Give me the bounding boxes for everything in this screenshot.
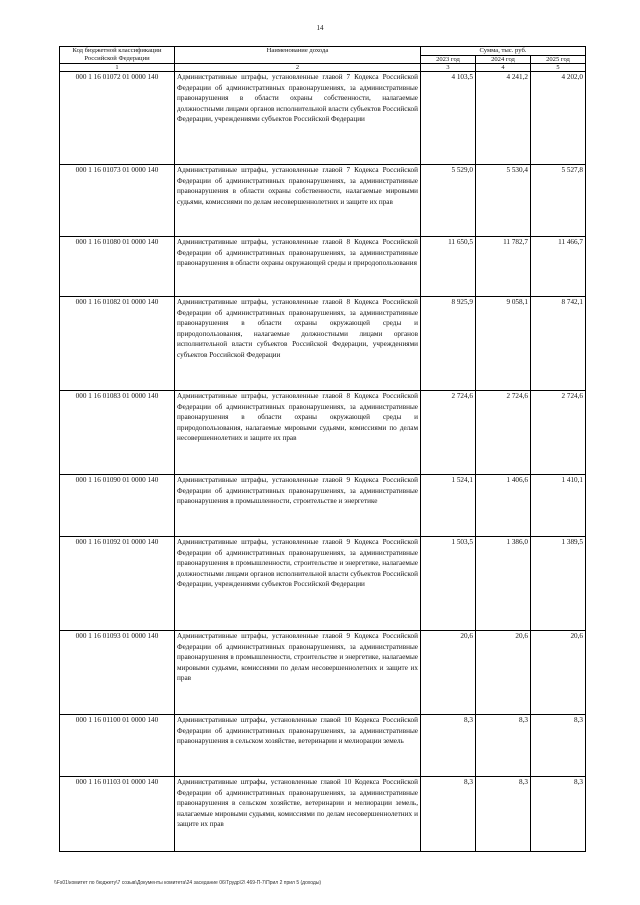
table-row bbox=[60, 777, 586, 852]
row-value-2023: 11 650,5 bbox=[421, 237, 476, 297]
row-value-2025: 20,6 bbox=[531, 631, 586, 715]
row-name: Административные штрафы, установленные главой 10 Кодекса Российской Федерации об административных правонарушениях, за административные правонарушения в сельском хозяйстве, ветеринарии и мелиорации земель bbox=[175, 715, 421, 777]
row-value-2025: 8,3 bbox=[531, 715, 586, 777]
row-value-2023: 4 103,5 bbox=[421, 72, 476, 165]
table-row bbox=[60, 715, 586, 777]
row-code: 000 1 16 01103 01 0000 140 bbox=[60, 777, 175, 852]
page-number: 14 bbox=[316, 24, 324, 32]
row-name: Административные штрафы, установленные главой 9 Кодекса Российской Федерации об административных правонарушениях, за административные правонарушения в промышленности, строительстве и энергетике, налагаемые должностными лицами органов исполнительной власти субъектов Российской Федерации, учреждениями субъектов Российской Федерации bbox=[175, 537, 421, 631]
header-year-2023: 2023 год bbox=[421, 55, 476, 64]
row-value-2024: 20,6 bbox=[476, 631, 531, 715]
row-value-2024: 5 530,4 bbox=[476, 165, 531, 237]
row-value-2024: 11 782,7 bbox=[476, 237, 531, 297]
row-value-2023: 8,3 bbox=[421, 777, 476, 852]
row-name: Административные штрафы, установленные главой 7 Кодекса Российской Федерации об административных правонарушениях, за административные правонарушения в области охраны собственности, налагаемые должностными лицами органов исполнительной власти субъектов Российской Федерации, учреждениями субъектов Российской Федерации bbox=[175, 72, 421, 165]
row-code: 000 1 16 01083 01 0000 140 bbox=[60, 391, 175, 475]
row-value-2023: 20,6 bbox=[421, 631, 476, 715]
row-value-2025: 8 742,1 bbox=[531, 297, 586, 391]
table-row bbox=[60, 475, 586, 537]
row-value-2024: 8,3 bbox=[476, 715, 531, 777]
row-value-2025: 8,3 bbox=[531, 777, 586, 852]
row-value-2025: 5 527,8 bbox=[531, 165, 586, 237]
column-number-2: 2 bbox=[175, 64, 421, 72]
header-code: Код бюджетной классификации Российской Федерации bbox=[60, 47, 175, 64]
row-value-2023: 8,3 bbox=[421, 715, 476, 777]
revenue-table bbox=[59, 46, 586, 852]
row-value-2023: 8 925,9 bbox=[421, 297, 476, 391]
row-value-2024: 2 724,6 bbox=[476, 391, 531, 475]
row-value-2023: 1 524,1 bbox=[421, 475, 476, 537]
table-row bbox=[60, 165, 586, 237]
row-value-2025: 1 389,5 bbox=[531, 537, 586, 631]
row-value-2024: 1 386,0 bbox=[476, 537, 531, 631]
file-path-footer: \\Fs01\комитет по бюджету\7 созыв\Документы комитета\24 заседание 06\Трудр\2\ 469-П-7\Прил 2 прил 5 (доходы) bbox=[54, 880, 322, 886]
column-number-4: 4 bbox=[476, 64, 531, 72]
header-name: Наименование дохода bbox=[175, 47, 421, 64]
table-row bbox=[60, 237, 586, 297]
column-number-1: 1 bbox=[60, 64, 175, 72]
row-value-2025: 1 410,1 bbox=[531, 475, 586, 537]
row-code: 000 1 16 01092 01 0000 140 bbox=[60, 537, 175, 631]
row-value-2025: 11 466,7 bbox=[531, 237, 586, 297]
row-value-2024: 8,3 bbox=[476, 777, 531, 852]
header-year-2024: 2024 год bbox=[476, 55, 531, 64]
row-value-2023: 1 503,5 bbox=[421, 537, 476, 631]
row-name: Административные штрафы, установленные главой 10 Кодекса Российской Федерации об административных правонарушениях, за административные правонарушения в сельском хозяйстве, ветеринарии и мелиорации земель, налагаемые мировыми судьями, комиссиями по делам несовершеннолетних и защите их прав bbox=[175, 777, 421, 852]
row-name: Административные штрафы, установленные главой 9 Кодекса Российской Федерации об административных правонарушениях, за административные правонарушения в промышленности, строительстве и энергетике bbox=[175, 475, 421, 537]
row-name: Административные штрафы, установленные главой 8 Кодекса Российской Федерации об административных правонарушениях, за административные правонарушения в области охраны окружающей среды и природопользования bbox=[175, 237, 421, 297]
row-name: Административные штрафы, установленные главой 8 Кодекса Российской Федерации об административных правонарушениях, за административные правонарушения в области охраны окружающей среды и природопользования, налагаемые должностными лицами органов исполнительной власти субъектов Российской Федерации, учреждениями субъектов Российской Федерации bbox=[175, 297, 421, 391]
table-row bbox=[60, 537, 586, 631]
row-name: Административные штрафы, установленные главой 9 Кодекса Российской Федерации об административных правонарушениях, за административные правонарушения в промышленности, строительстве и энергетике, налагаемые мировыми судьями, комиссиями по делам несовершеннолетних и защите их прав bbox=[175, 631, 421, 715]
table-row bbox=[60, 631, 586, 715]
row-code: 000 1 16 01090 01 0000 140 bbox=[60, 475, 175, 537]
row-value-2023: 5 529,0 bbox=[421, 165, 476, 237]
column-number-3: 3 bbox=[421, 64, 476, 72]
row-code: 000 1 16 01072 01 0000 140 bbox=[60, 72, 175, 165]
table-row bbox=[60, 391, 586, 475]
row-value-2024: 1 406,6 bbox=[476, 475, 531, 537]
table-row bbox=[60, 72, 586, 165]
column-number-5: 5 bbox=[531, 64, 586, 72]
row-value-2025: 4 202,0 bbox=[531, 72, 586, 165]
row-value-2024: 4 241,2 bbox=[476, 72, 531, 165]
row-code: 000 1 16 01093 01 0000 140 bbox=[60, 631, 175, 715]
row-code: 000 1 16 01082 01 0000 140 bbox=[60, 297, 175, 391]
row-code: 000 1 16 01073 01 0000 140 bbox=[60, 165, 175, 237]
row-value-2025: 2 724,6 bbox=[531, 391, 586, 475]
row-value-2024: 9 058,1 bbox=[476, 297, 531, 391]
row-name: Административные штрафы, установленные главой 8 Кодекса Российской Федерации об административных правонарушениях, за административные правонарушения в области охраны окружающей среды и природопользования, налагаемые мировыми судьями, комиссиями по делам несовершеннолетних и защите их прав bbox=[175, 391, 421, 475]
table-row bbox=[60, 297, 586, 391]
row-code: 000 1 16 01080 01 0000 140 bbox=[60, 237, 175, 297]
row-code: 000 1 16 01100 01 0000 140 bbox=[60, 715, 175, 777]
header-year-2025: 2025 год bbox=[531, 55, 586, 64]
row-name: Административные штрафы, установленные главой 7 Кодекса Российской Федерации об административных правонарушениях, за административные правонарушения в области охраны собственности, налагаемые мировыми судьями, комиссиями по делам несовершеннолетних и защите их прав bbox=[175, 165, 421, 237]
row-value-2023: 2 724,6 bbox=[421, 391, 476, 475]
header-sum: Сумма, тыс. руб. bbox=[421, 47, 586, 56]
